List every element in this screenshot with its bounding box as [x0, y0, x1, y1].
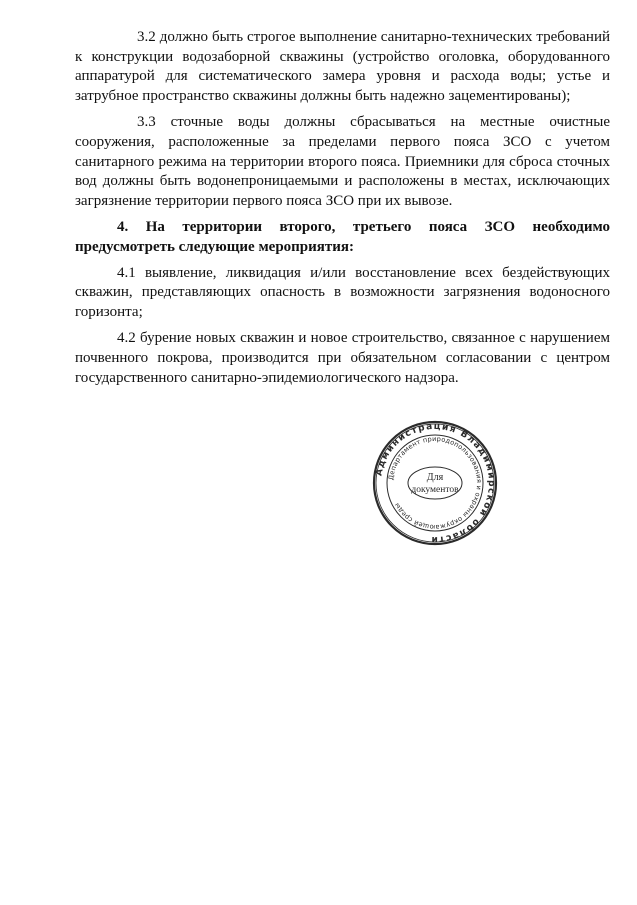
paragraph-4-1: 4.1 выявление, ликвидация и/или восстановление всех бездействующих скважин, представляющих опасность в возможности загрязнения водоносного горизонта;	[75, 264, 610, 320]
stamp-seal-graphic	[372, 420, 498, 546]
section-4-heading: 4. На территории второго, третьего пояса ЗСО необходимо предусмотреть следующие мероприятия:	[75, 219, 610, 255]
paragraph-4-2: 4.2 бурение новых скважин и новое строительство, связанное с нарушением почвенного покрова, производится при обязательном согласовании с центром государственного санитарно-эпидемиологического надзора.	[75, 330, 610, 386]
document-page	[75, 28, 610, 395]
stamp-inner-text: Департамент природопользования и охраны окружающей среды	[387, 434, 484, 532]
official-stamp	[372, 420, 498, 546]
stamp-center-line1: Для	[426, 472, 444, 483]
paragraph-3-2: 3.2 должно быть строгое выполнение санитарно-технических требований к конструкции водозаборной скважины (устройство оголовка, оборудованного аппаратурой для систематического замера уровня и расхода воды; устье и затрубное пространство скважины должны быть надежно зацементированы);	[75, 29, 610, 104]
stamp-center-line2: документов	[411, 485, 459, 495]
stamp-outer-text: Администрация Владимирской области	[374, 421, 497, 545]
paragraph-3-3: 3.3 сточные воды должны сбрасываться на местные очистные сооружения, расположенные за пределами первого пояса ЗСО с учетом санитарного режима на территории второго пояса. Приемники для сброса сточных вод должны быть водонепроницаемыми и расположены в местах, исключающих загрязнение территории первого пояса ЗСО при их вывозе.	[75, 114, 610, 209]
